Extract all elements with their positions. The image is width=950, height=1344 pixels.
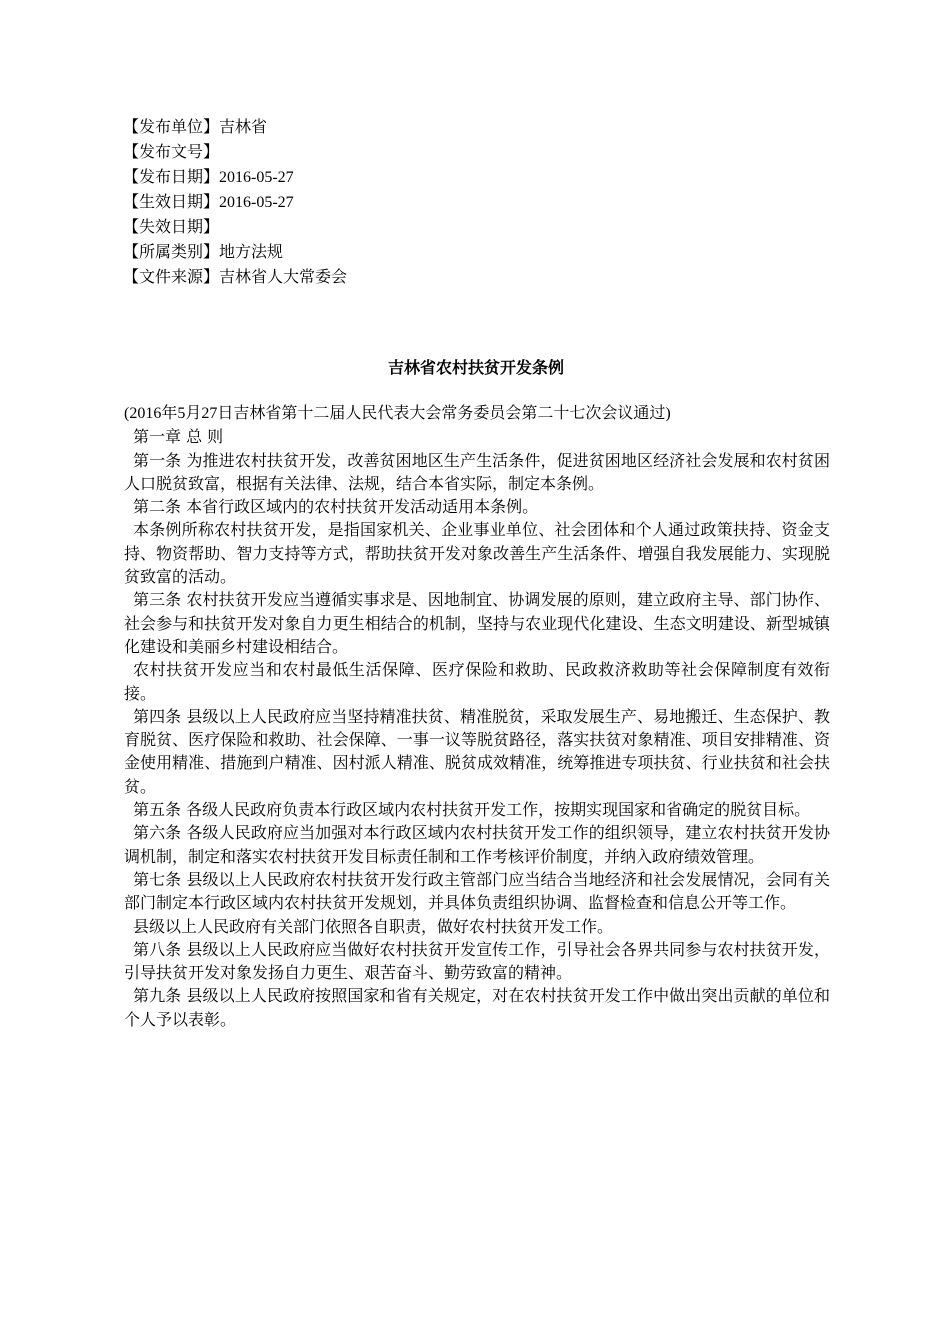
article-paragraph: 第二条 本省行政区域内的农村扶贫开发活动适用本条例。 <box>133 497 539 517</box>
meta-issue-date <box>123 164 723 189</box>
meta-value: 吉林省 <box>219 117 268 136</box>
article-paragraph: 第九条 县级以上人民政府按照国家和省有关规定，对在农村扶贫开发工作中做出突出贡献的单位和个人予以表彰。 <box>124 986 830 1029</box>
meta-label: 【发布单位】 <box>123 117 220 136</box>
meta-label: 【文件来源】 <box>123 267 220 286</box>
meta-label: 【失效日期】 <box>123 217 220 236</box>
meta-expiry-date <box>123 214 723 239</box>
article-paragraph: 第七条 县级以上人民政府农村扶贫开发行政主管部门应当结合当地经济和社会发展情况，会同有关部门制定本行政区域内农村扶贫开发规划，并具体负责组织协调、监督检查和信息公开等工作。 <box>124 869 830 913</box>
article-paragraph: 县级以上人民政府有关部门依照各自职责，做好农村扶贫开发工作。 <box>133 916 614 936</box>
article-paragraph: 第六条 各级人民政府应当加强对本行政区域内农村扶贫开发工作的组织领导，建立农村扶贫开发协调机制，制定和落实农村扶贫开发目标责任制和工作考核评价制度，并纳入政府绩效管理。 <box>124 823 830 866</box>
meta-value: 地方法规 <box>219 242 284 261</box>
meta-source <box>123 264 723 289</box>
meta-value: 2016-05-27 <box>219 169 294 186</box>
meta-label: 【所属类别】 <box>123 242 220 261</box>
meta-label: 【发布日期】 <box>123 167 220 186</box>
document-body <box>124 402 830 1031</box>
meta-value: 吉林省人大常委会 <box>219 267 348 286</box>
article-paragraph: 农村扶贫开发应当和农村最低生活保障、医疗保险和救助、民政救济救助等社会保障制度有效衔接。 <box>124 660 830 703</box>
meta-category <box>123 239 723 264</box>
meta-value: 2016-05-27 <box>219 194 294 211</box>
adoption-note: (2016年5月27日吉林省第十二届人民代表大会常务委员会第二十七次会议通过) <box>124 405 671 422</box>
article-paragraph: 本条例所称农村扶贫开发，是指国家机关、企业事业单位、社会团体和个人通过政策扶持、资金支持、物资帮助、智力支持等方式，帮助扶贫开发对象改善生产生活条件、增强自我发展能力、实现脱贫致富的活动。 <box>124 520 830 587</box>
document-title: 吉林省农村扶贫开发条例 <box>387 358 564 377</box>
article-paragraph: 第八条 县级以上人民政府应当做好农村扶贫开发宣传工作，引导社会各界共同参与农村扶贫开发，引导扶贫开发对象发扬自力更生、艰苦奋斗、勤劳致富的精神。 <box>124 939 830 983</box>
article-paragraph: 第三条 农村扶贫开发应当遵循实事求是、因地制宜、协调发展的原则，建立政府主导、部门协作、社会参与和扶贫开发对象自力更生相结合的机制，坚持与农业现代化建设、生态文明建设、新型城镇化建设和美丽乡村建设相结合。 <box>124 590 830 656</box>
meta-doc-number <box>123 139 723 164</box>
article-paragraph: 第一条 为推进农村扶贫开发，改善贫困地区生产生活条件，促进贫困地区经济社会发展和农村贫困人口脱贫致富，根据有关法律、法规，结合本省实际，制定本条例。 <box>124 450 830 493</box>
article-paragraph: 第五条 各级人民政府负责本行政区域内农村扶贫开发工作，按期实现国家和省确定的脱贫目标。 <box>133 800 811 820</box>
meta-effective-date <box>123 189 723 214</box>
meta-issuer <box>123 114 723 139</box>
meta-label: 【发布文号】 <box>123 142 220 161</box>
document-metadata <box>123 114 723 289</box>
meta-label: 【生效日期】 <box>123 192 220 211</box>
article-paragraph: 第四条 县级以上人民政府应当坚持精准扶贫、精准脱贫，采取发展生产、易地搬迁、生态保护、教育脱贫、医疗保险和救助、社会保障、一事一议等脱贫路径，落实扶贫对象精准、项目安排精准、资金使用精准、措施到户精准、因村派人精准、脱贫成效精准，统筹推进专项扶贫、行业扶贫和社会扶贫。 <box>124 706 830 796</box>
chapter-heading: 第一章 总 则 <box>133 427 224 447</box>
